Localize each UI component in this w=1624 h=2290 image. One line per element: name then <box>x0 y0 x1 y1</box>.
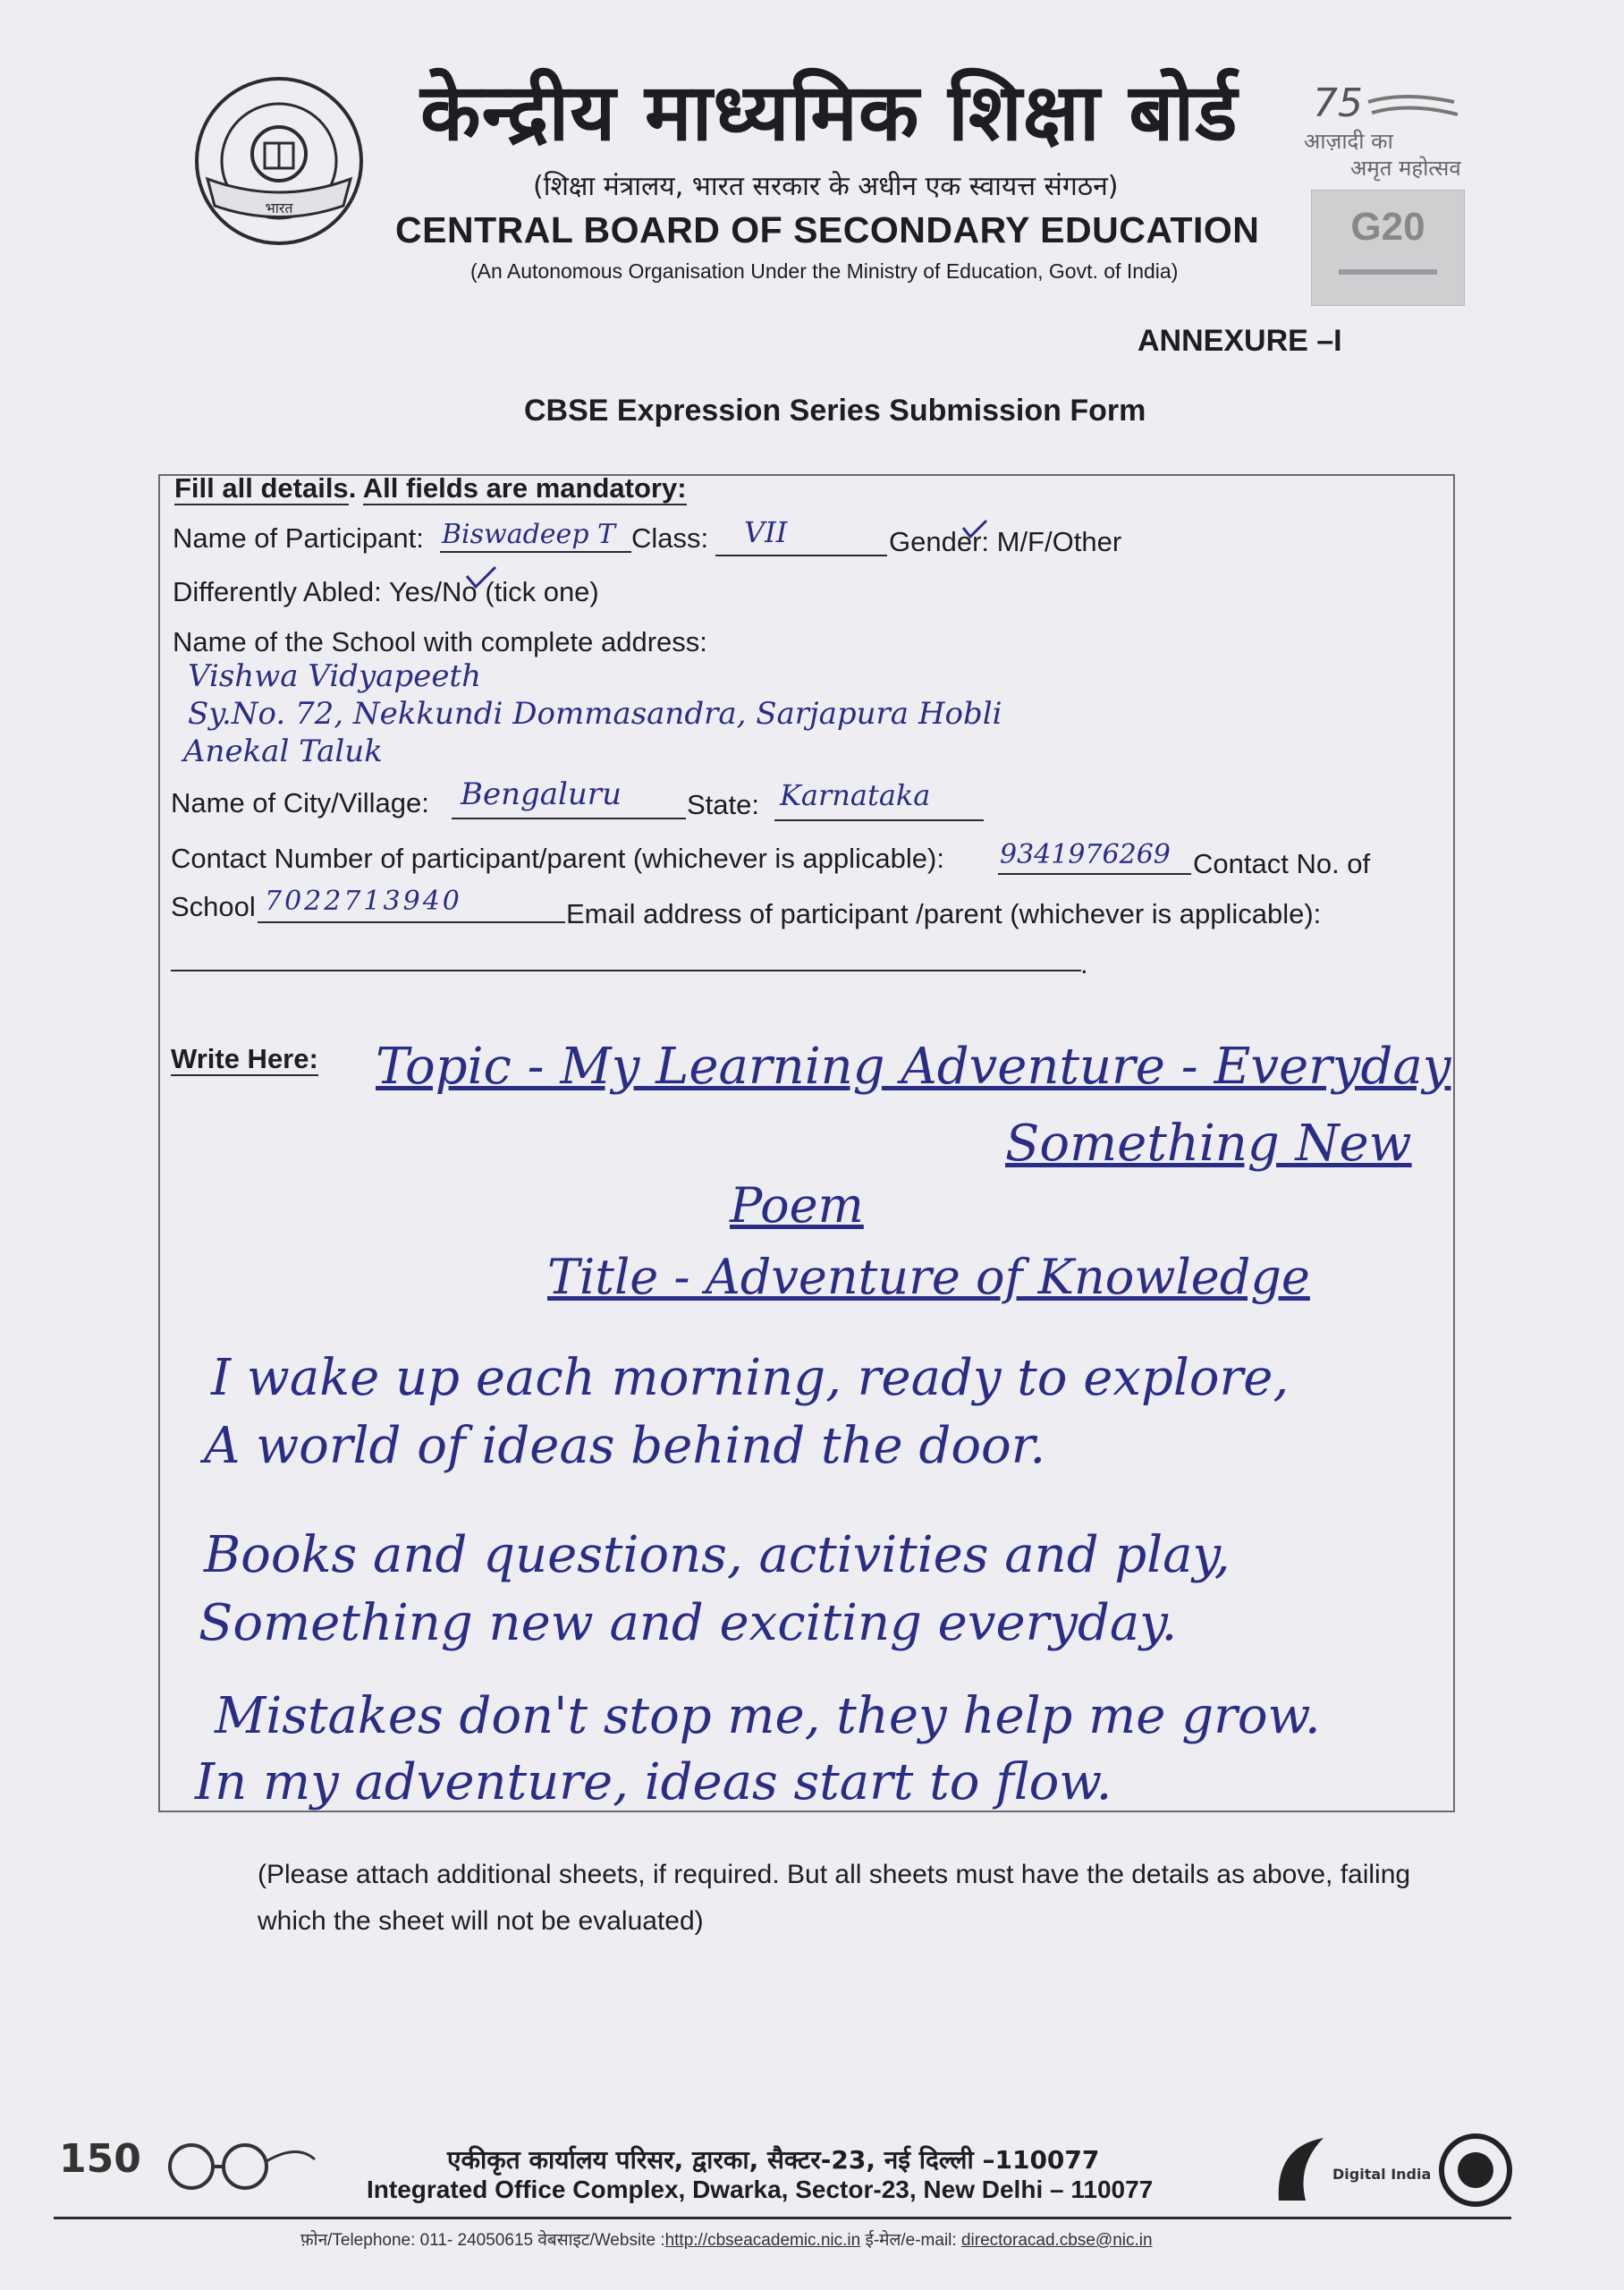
footer-hindi-address: एकीकृत कार्यालय परिसर, द्वारका, सैक्टर-23, नई दिल्ली –110077 <box>447 2145 1100 2175</box>
participant-label: Name of Participant: <box>173 522 424 554</box>
azadi-ka-amrit-mahotsav-logo <box>1297 75 1484 184</box>
azadi-text-1: आज़ादी का <box>1304 129 1393 154</box>
participant-name-field[interactable]: Biswadeep T <box>442 519 616 550</box>
school-address-line-2[interactable]: Sy.No. 72, Nekkundi Dommasandra, Sarjapura Hobli <box>188 696 1002 732</box>
cbse-150-logo <box>55 2125 324 2201</box>
topic-line-1: Topic - My Learning Adventure - Everyday <box>376 1038 1451 1096</box>
school-contact-label: Contact No. of <box>1193 848 1371 879</box>
gender-tick-mark <box>961 519 988 539</box>
g20-logo <box>1311 190 1465 306</box>
annexure-label: ANNEXURE –I <box>1138 324 1342 358</box>
school-word: School <box>171 891 256 922</box>
footer-email-label: ई-मेल/e-mail: <box>865 2231 957 2250</box>
seal-text: भारत <box>265 199 293 216</box>
footer-divider <box>54 2217 1511 2219</box>
poem-line: I wake up each morning, ready to explore, <box>211 1349 1290 1407</box>
school-contact-underline <box>258 921 565 923</box>
english-subtitle: (An Autonomous Organisation Under the Ministry of Education, Govt. of India) <box>470 259 1179 283</box>
form-instructions: Fill all details. All fields are mandatory: <box>174 472 687 504</box>
english-title: CENTRAL BOARD OF SECONDARY EDUCATION <box>395 209 1260 250</box>
poem-line: In my adventure, ideas start to flow. <box>195 1753 1112 1811</box>
topic-line-2: Something New <box>1005 1115 1412 1173</box>
footer-email-link[interactable]: directoracad.cbse@nic.in <box>960 2231 1153 2250</box>
logo-number: 150 <box>59 2136 141 2182</box>
email-field[interactable] <box>171 970 1081 971</box>
school-address-label: Name of the School with complete address: <box>173 626 707 657</box>
contact-label: Contact Number of participant/parent (whichever is applicable): <box>171 843 944 874</box>
footer-english-address: Integrated Office Complex, Dwarka, Sector-23, New Delhi – 110077 <box>367 2176 1154 2203</box>
school-address-line-1[interactable]: Vishwa Vidyapeeth <box>188 658 481 694</box>
azadi-number: 75 <box>1313 81 1363 126</box>
school-address-line-3[interactable]: Anekal Taluk <box>183 734 383 769</box>
state-underline <box>774 819 984 821</box>
poem-line: Something new and exciting everyday. <box>199 1594 1178 1652</box>
school-contact-field[interactable]: 7022713940 <box>265 886 462 917</box>
genre-label: Poem <box>730 1177 864 1234</box>
digital-india-logo <box>1270 2129 1520 2209</box>
class-underline <box>715 555 887 556</box>
write-here-label: Write Here: <box>171 1043 318 1074</box>
hindi-title: केन्द्रीय माध्यमिक शिक्षा बोर्ड <box>420 66 1239 158</box>
city-label: Name of City/Village: <box>171 787 429 818</box>
gender-label: Gender: M/F/Other <box>889 526 1122 557</box>
poem-line: A world of ideas behind the door. <box>204 1417 1046 1475</box>
poem-title: Title - Adventure of Knowledge <box>547 1249 1310 1305</box>
contact-field[interactable]: 9341976269 <box>1000 839 1171 870</box>
form-title: CBSE Expression Series Submission Form <box>524 394 1146 428</box>
poem-line: Books and questions, activities and play, <box>204 1526 1231 1584</box>
digital-india-text: Digital India <box>1332 2166 1432 2183</box>
abled-tick-mark <box>465 565 497 589</box>
state-field[interactable]: Karnataka <box>780 778 931 812</box>
additional-sheets-note: (Please attach additional sheets, if required. But all sheets must have the details as above, failing which the sheet will not be evaluated) <box>258 1860 1411 1936</box>
footer-website-label: वेबसाइट/Website : <box>537 2231 665 2250</box>
class-label: Class: <box>631 522 709 554</box>
footer-telephone: फ़ोन/Telephone: 011- 24050615 <box>300 2231 534 2250</box>
differently-abled-label: Differently Abled: Yes/No (tick one) <box>173 576 599 607</box>
city-field[interactable]: Bengaluru <box>461 776 622 812</box>
azadi-text-2: अमृत महोत्सव <box>1350 156 1461 181</box>
poem-line: Mistakes don't stop me, they help me grow. <box>215 1687 1321 1745</box>
contact-underline <box>998 873 1191 875</box>
instruction-fill-all: Fill all details <box>174 472 349 504</box>
footer-contact-line <box>300 2227 1153 2251</box>
g20-text: G20 <box>1350 205 1425 249</box>
email-label: Email address of participant /parent (whichever is applicable): <box>566 898 1322 929</box>
cbse-seal-logo <box>190 72 368 250</box>
footer-website-link[interactable]: http://cbseacademic.nic.in <box>664 2231 861 2250</box>
instruction-mandatory: All fields are mandatory: <box>362 472 687 504</box>
city-underline <box>452 818 686 819</box>
class-field[interactable]: VII <box>744 515 788 549</box>
state-label: State: <box>687 789 759 820</box>
participant-underline <box>440 551 631 553</box>
hindi-subtitle: (शिक्षा मंत्रालय, भारत सरकार के अधीन एक स्वायत्त संगठन) <box>533 171 1119 202</box>
